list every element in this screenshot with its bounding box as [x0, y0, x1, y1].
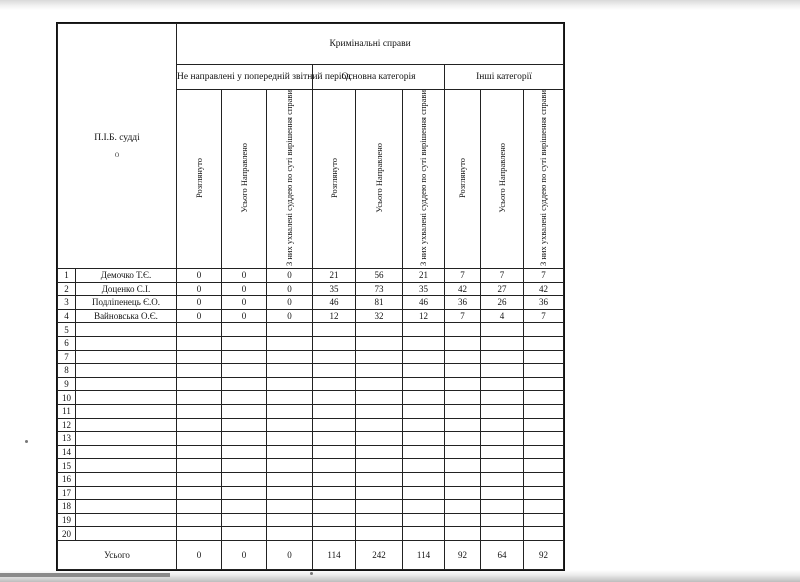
col-header-decided-on-merits: З них ухвалені суддею по суті вирішення справи — [524, 90, 564, 269]
row-number: 19 — [58, 513, 76, 527]
value-cell — [445, 377, 481, 391]
value-cell — [445, 323, 481, 337]
value-cell — [267, 513, 313, 527]
value-cell: 0 — [177, 296, 222, 310]
total-label: Усього — [58, 540, 177, 569]
value-cell — [267, 432, 313, 446]
judge-name — [76, 377, 177, 391]
table-row — [58, 404, 564, 418]
total-cell: 0 — [177, 540, 222, 569]
value-cell — [177, 459, 222, 473]
col-header-total-referred: Усього Направлено — [222, 90, 267, 269]
value-cell — [445, 364, 481, 378]
value-cell — [524, 323, 564, 337]
value-cell — [267, 336, 313, 350]
value-cell — [313, 364, 356, 378]
value-cell — [313, 323, 356, 337]
value-cell — [481, 459, 524, 473]
judge-name — [76, 513, 177, 527]
value-cell — [445, 432, 481, 446]
value-cell — [445, 527, 481, 541]
value-cell — [524, 486, 564, 500]
value-cell — [445, 486, 481, 500]
col-header-total-referred: Усього Направлено — [356, 90, 403, 269]
value-cell — [524, 336, 564, 350]
value-cell — [445, 404, 481, 418]
value-cell: 36 — [445, 296, 481, 310]
value-cell: 21 — [313, 269, 356, 283]
value-cell — [177, 364, 222, 378]
value-cell: 56 — [356, 269, 403, 283]
value-cell — [267, 472, 313, 486]
value-cell — [403, 432, 445, 446]
value-cell — [267, 527, 313, 541]
judge-name — [76, 418, 177, 432]
judge-name-header — [58, 24, 177, 269]
value-cell: 21 — [403, 269, 445, 283]
value-cell — [356, 459, 403, 473]
value-cell: 12 — [313, 309, 356, 323]
value-cell — [403, 336, 445, 350]
total-cell: 64 — [481, 540, 524, 569]
value-cell — [445, 445, 481, 459]
value-cell: 0 — [267, 282, 313, 296]
value-cell: 46 — [403, 296, 445, 310]
judge-name — [76, 472, 177, 486]
table-row — [58, 350, 564, 364]
scan-speck — [310, 572, 313, 575]
value-cell: 7 — [445, 269, 481, 283]
value-cell — [177, 418, 222, 432]
row-number: 11 — [58, 404, 76, 418]
value-cell — [356, 391, 403, 405]
total-cell: 92 — [445, 540, 481, 569]
table-row — [58, 323, 564, 337]
value-cell — [524, 350, 564, 364]
value-cell — [177, 527, 222, 541]
total-cell: 114 — [403, 540, 445, 569]
value-cell — [403, 500, 445, 514]
value-cell — [524, 377, 564, 391]
value-cell: 35 — [313, 282, 356, 296]
value-cell — [222, 404, 267, 418]
judge-name — [76, 404, 177, 418]
table-row — [58, 445, 564, 459]
col-header-total-referred: Усього Направлено — [481, 90, 524, 269]
value-cell — [222, 350, 267, 364]
value-cell — [356, 445, 403, 459]
judge-name — [76, 486, 177, 500]
value-cell — [403, 391, 445, 405]
header-mark: о — [114, 149, 120, 159]
value-cell — [313, 445, 356, 459]
judge-name — [76, 500, 177, 514]
value-cell — [177, 486, 222, 500]
value-cell — [177, 377, 222, 391]
total-cell: 0 — [222, 540, 267, 569]
value-cell: 27 — [481, 282, 524, 296]
value-cell — [356, 404, 403, 418]
value-cell — [356, 364, 403, 378]
judge-name — [76, 364, 177, 378]
value-cell — [356, 500, 403, 514]
value-cell: 0 — [222, 269, 267, 283]
value-cell — [267, 486, 313, 500]
table-row — [58, 513, 564, 527]
value-cell — [524, 418, 564, 432]
value-cell — [481, 418, 524, 432]
row-number: 7 — [58, 350, 76, 364]
value-cell — [403, 459, 445, 473]
value-cell — [403, 472, 445, 486]
value-cell — [267, 323, 313, 337]
value-cell — [356, 418, 403, 432]
criminal-cases-header: Кримінальні справи — [177, 24, 564, 65]
value-cell — [481, 472, 524, 486]
value-cell — [445, 336, 481, 350]
value-cell — [403, 404, 445, 418]
value-cell — [481, 336, 524, 350]
table-row — [58, 336, 564, 350]
judge-name — [76, 432, 177, 446]
value-cell — [267, 500, 313, 514]
value-cell — [313, 432, 356, 446]
value-cell — [524, 391, 564, 405]
value-cell — [524, 513, 564, 527]
value-cell — [267, 418, 313, 432]
table-row — [58, 391, 564, 405]
table-row — [58, 282, 564, 296]
value-cell — [445, 513, 481, 527]
value-cell — [313, 404, 356, 418]
value-cell — [177, 404, 222, 418]
row-number: 13 — [58, 432, 76, 446]
judge-name — [76, 527, 177, 541]
value-cell: 7 — [481, 269, 524, 283]
value-cell — [403, 513, 445, 527]
value-cell — [267, 350, 313, 364]
value-cell — [356, 472, 403, 486]
value-cell — [313, 418, 356, 432]
value-cell — [481, 513, 524, 527]
value-cell — [267, 445, 313, 459]
value-cell: 0 — [267, 269, 313, 283]
table-row — [58, 364, 564, 378]
value-cell — [403, 377, 445, 391]
value-cell — [177, 500, 222, 514]
value-cell — [356, 336, 403, 350]
value-cell — [356, 323, 403, 337]
row-number: 20 — [58, 527, 76, 541]
table-header — [58, 24, 564, 269]
value-cell — [445, 500, 481, 514]
value-cell — [222, 445, 267, 459]
row-number: 6 — [58, 336, 76, 350]
value-cell — [524, 432, 564, 446]
value-cell: 36 — [524, 296, 564, 310]
value-cell — [481, 432, 524, 446]
value-cell — [222, 459, 267, 473]
table-row — [58, 309, 564, 323]
row-number: 15 — [58, 459, 76, 473]
group-header-main-category: Основна категорія — [313, 65, 445, 90]
row-number: 10 — [58, 391, 76, 405]
judge-name — [76, 336, 177, 350]
row-number: 4 — [58, 309, 76, 323]
value-cell — [313, 350, 356, 364]
judge-name: Подліпенець Є.О. — [76, 296, 177, 310]
value-cell: 7 — [524, 309, 564, 323]
value-cell — [481, 404, 524, 418]
value-cell — [222, 323, 267, 337]
table-row — [58, 418, 564, 432]
judge-name — [76, 445, 177, 459]
total-cell: 242 — [356, 540, 403, 569]
value-cell — [481, 527, 524, 541]
row-number: 8 — [58, 364, 76, 378]
value-cell: 32 — [356, 309, 403, 323]
row-number: 3 — [58, 296, 76, 310]
value-cell — [481, 377, 524, 391]
row-number: 9 — [58, 377, 76, 391]
value-cell — [481, 350, 524, 364]
total-cell: 0 — [267, 540, 313, 569]
value-cell — [222, 377, 267, 391]
row-number: 12 — [58, 418, 76, 432]
scan-bottom-mark — [0, 573, 170, 577]
value-cell — [313, 486, 356, 500]
value-cell — [403, 323, 445, 337]
value-cell: 73 — [356, 282, 403, 296]
value-cell — [356, 527, 403, 541]
judge-name: Демочко Т.Є. — [76, 269, 177, 283]
value-cell: 81 — [356, 296, 403, 310]
row-number: 17 — [58, 486, 76, 500]
value-cell — [356, 513, 403, 527]
value-cell — [445, 418, 481, 432]
value-cell — [222, 336, 267, 350]
row-number: 14 — [58, 445, 76, 459]
value-cell: 7 — [445, 309, 481, 323]
total-cell: 92 — [524, 540, 564, 569]
value-cell — [177, 513, 222, 527]
judge-name — [76, 323, 177, 337]
value-cell — [445, 459, 481, 473]
scan-top-edge — [0, 0, 800, 10]
value-cell — [313, 527, 356, 541]
value-cell — [313, 377, 356, 391]
value-cell — [403, 364, 445, 378]
table-row — [58, 500, 564, 514]
judge-name — [76, 391, 177, 405]
value-cell — [222, 472, 267, 486]
value-cell — [403, 350, 445, 364]
value-cell: 35 — [403, 282, 445, 296]
criminal-cases-table — [57, 23, 564, 570]
value-cell — [222, 500, 267, 514]
table-row — [58, 377, 564, 391]
value-cell — [524, 527, 564, 541]
value-cell — [481, 391, 524, 405]
value-cell — [403, 527, 445, 541]
table-row — [58, 527, 564, 541]
value-cell — [222, 364, 267, 378]
value-cell — [313, 513, 356, 527]
group-header-other-categories: Інші категорії — [445, 65, 564, 90]
value-cell — [403, 445, 445, 459]
value-cell — [481, 364, 524, 378]
judge-name — [76, 459, 177, 473]
value-cell — [177, 445, 222, 459]
value-cell: 4 — [481, 309, 524, 323]
col-header-considered: Розглянуто — [445, 90, 481, 269]
total-row — [58, 540, 564, 569]
value-cell: 0 — [222, 282, 267, 296]
value-cell — [524, 404, 564, 418]
value-cell — [445, 391, 481, 405]
value-cell — [481, 323, 524, 337]
row-number: 16 — [58, 472, 76, 486]
table-body — [58, 269, 564, 541]
value-cell: 42 — [524, 282, 564, 296]
value-cell: 0 — [267, 309, 313, 323]
value-cell: 0 — [267, 296, 313, 310]
value-cell — [222, 527, 267, 541]
value-cell: 0 — [177, 269, 222, 283]
value-cell — [445, 350, 481, 364]
value-cell — [524, 445, 564, 459]
table-row — [58, 459, 564, 473]
row-number: 18 — [58, 500, 76, 514]
value-cell — [524, 472, 564, 486]
value-cell — [267, 404, 313, 418]
table-row — [58, 486, 564, 500]
col-header-considered: Розглянуто — [313, 90, 356, 269]
value-cell — [356, 486, 403, 500]
row-number: 1 — [58, 269, 76, 283]
value-cell — [313, 500, 356, 514]
total-cell: 114 — [313, 540, 356, 569]
value-cell — [267, 391, 313, 405]
judge-name: Доценко С.І. — [76, 282, 177, 296]
value-cell — [177, 391, 222, 405]
value-cell — [481, 500, 524, 514]
value-cell — [222, 513, 267, 527]
value-cell — [177, 472, 222, 486]
col-header-decided-on-merits: З них ухвалені суддею по суті вирішення справи — [403, 90, 445, 269]
value-cell: 26 — [481, 296, 524, 310]
value-cell — [313, 459, 356, 473]
value-cell — [222, 418, 267, 432]
value-cell — [177, 336, 222, 350]
value-cell — [403, 418, 445, 432]
value-cell — [222, 486, 267, 500]
value-cell — [356, 350, 403, 364]
value-cell — [177, 432, 222, 446]
table-row — [58, 269, 564, 283]
value-cell — [313, 391, 356, 405]
value-cell — [177, 350, 222, 364]
value-cell — [313, 472, 356, 486]
value-cell: 0 — [222, 309, 267, 323]
value-cell: 12 — [403, 309, 445, 323]
col-header-decided-on-merits: З них ухвалені суддею по суті вирішення справи — [267, 90, 313, 269]
value-cell — [222, 432, 267, 446]
table-row — [58, 296, 564, 310]
value-cell: 42 — [445, 282, 481, 296]
table-row — [58, 472, 564, 486]
judge-name-header-label: П.І.Б. судді — [94, 133, 140, 143]
judge-name: Вайновська О.Є. — [76, 309, 177, 323]
value-cell — [356, 432, 403, 446]
value-cell — [524, 500, 564, 514]
value-cell — [445, 472, 481, 486]
value-cell — [524, 364, 564, 378]
value-cell: 46 — [313, 296, 356, 310]
scan-speck — [25, 440, 28, 443]
value-cell — [222, 391, 267, 405]
value-cell: 0 — [177, 282, 222, 296]
value-cell — [177, 323, 222, 337]
value-cell: 0 — [222, 296, 267, 310]
value-cell — [481, 486, 524, 500]
value-cell: 7 — [524, 269, 564, 283]
row-number: 5 — [58, 323, 76, 337]
value-cell — [524, 459, 564, 473]
value-cell — [267, 364, 313, 378]
value-cell: 0 — [177, 309, 222, 323]
value-cell — [356, 377, 403, 391]
group-header-not-referred: Не направлені у попередній звітний період — [177, 65, 313, 90]
value-cell — [267, 377, 313, 391]
table-row — [58, 432, 564, 446]
value-cell — [267, 459, 313, 473]
value-cell — [313, 336, 356, 350]
col-header-considered: Розглянуто — [177, 90, 222, 269]
value-cell — [481, 445, 524, 459]
row-number: 2 — [58, 282, 76, 296]
value-cell — [403, 486, 445, 500]
judge-name — [76, 350, 177, 364]
